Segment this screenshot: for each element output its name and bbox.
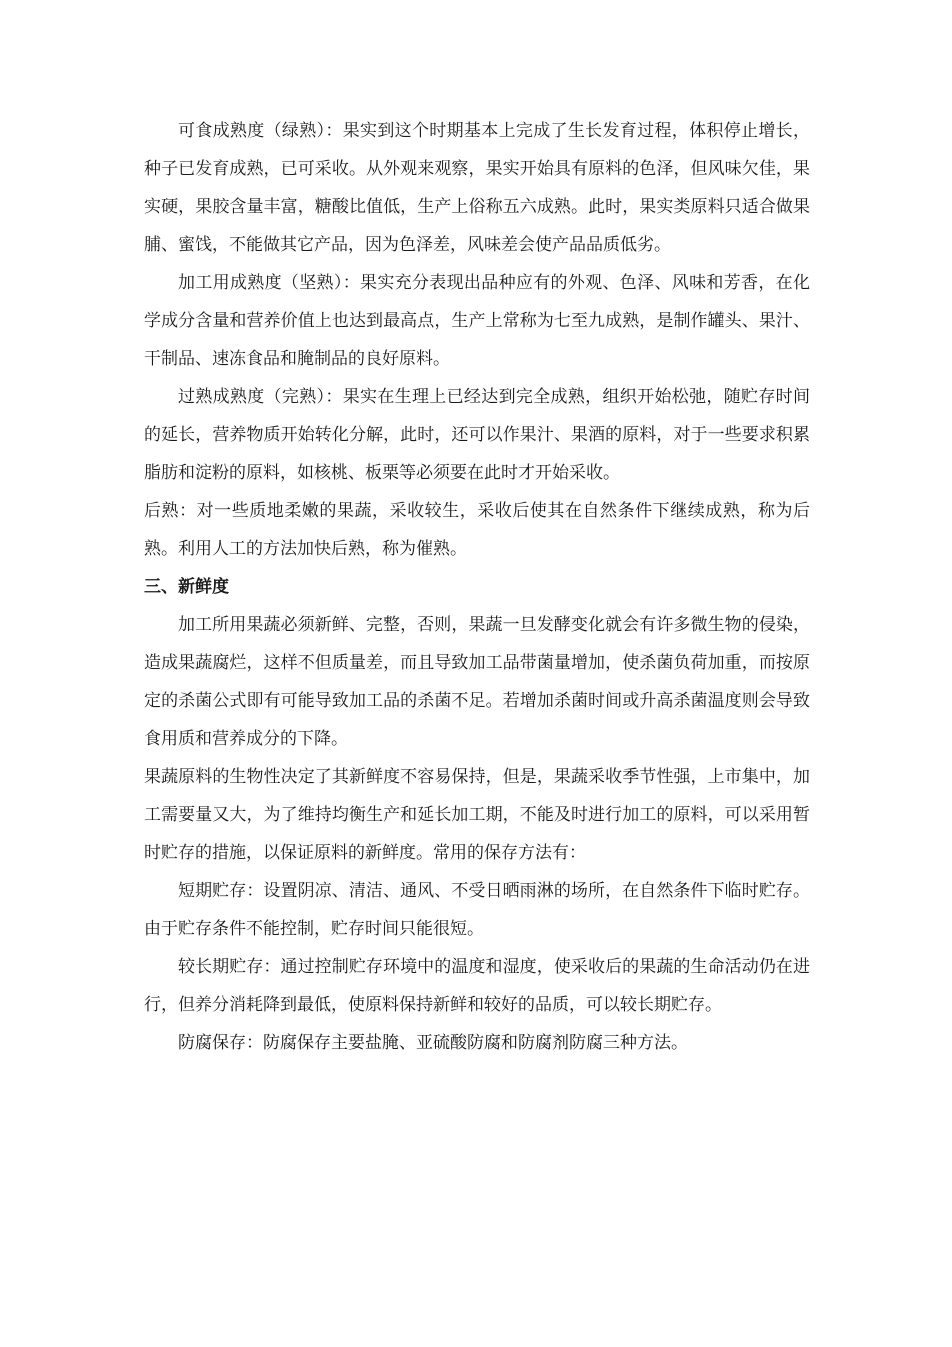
paragraph-long-term-storage: 较长期贮存：通过控制贮存环境中的温度和湿度，使采收后的果蔬的生命活动仍在进行，但养分消耗降到最低，使原料保持新鲜和较好的品质，可以较长期贮存。 bbox=[144, 957, 810, 1015]
paragraph-overripe-maturity: 过熟成熟度（完熟）：果实在生理上已经达到完全成熟，组织开始松弛，随贮存时间的延长，营养物质开始转化分解，此时，还可以作果汁、果酒的原料，对于一些要求积累脂肪和淀粉的原料，如核桃、板栗等必须要在此时才开始采收。 bbox=[144, 387, 810, 483]
paragraph-processing-maturity: 加工用成熟度（坚熟）：果实充分表现出品种应有的外观、色泽、风味和芳香，在化学成分含量和营养价值上也达到最高点，生产上常称为七至九成熟，是制作罐头、果汁、干制品、速冻食品和腌制品的良好原料。 bbox=[144, 273, 810, 369]
section-heading-freshness: 三、新鲜度 bbox=[144, 577, 229, 597]
paragraph-after-ripening: 后熟：对一些质地柔嫩的果蔬，采收较生，采收后使其在自然条件下继续成熟，称为后熟。利用人工的方法加快后熟，称为催熟。 bbox=[144, 501, 810, 559]
document-page bbox=[144, 112, 810, 1062]
paragraph-preservative-storage: 防腐保存：防腐保存主要盐腌、亚硫酸防腐和防腐剂防腐三种方法。 bbox=[178, 1033, 688, 1053]
paragraph-freshness-requirement: 加工所用果蔬必须新鲜、完整，否则，果蔬一旦发酵变化就会有许多微生物的侵染，造成果蔬腐烂，这样不但质量差，而且导致加工品带菌量增加，使杀菌负荷加重，而按原定的杀菌公式即有可能导致加工品的杀菌不足。若增加杀菌时间或升高杀菌温度则会导致食用质和营养成分的下降。 bbox=[144, 615, 810, 749]
paragraph-storage-need: 果蔬原料的生物性决定了其新鲜度不容易保持，但是，果蔬采收季节性强，上市集中，加工需要量又大，为了维持均衡生产和延长加工期，不能及时进行加工的原料，可以采用暂时贮存的措施，以保证原料的新鲜度。常用的保存方法有： bbox=[144, 767, 810, 863]
paragraph-short-term-storage: 短期贮存：设置阴凉、清洁、通风、不受日晒雨淋的场所，在自然条件下临时贮存。由于贮存条件不能控制，贮存时间只能很短。 bbox=[144, 881, 810, 939]
paragraph-edible-maturity: 可食成熟度（绿熟）：果实到这个时期基本上完成了生长发育过程，体积停止增长，种子已发育成熟，已可采收。从外观来观察，果实开始具有原料的色泽，但风味欠佳，果实硬，果胶含量丰富，糖酸比值低，生产上俗称五六成熟。此时，果实类原料只适合做果脯、蜜饯，不能做其它产品，因为色泽差，风味差会使产品品质低劣。 bbox=[144, 121, 810, 255]
